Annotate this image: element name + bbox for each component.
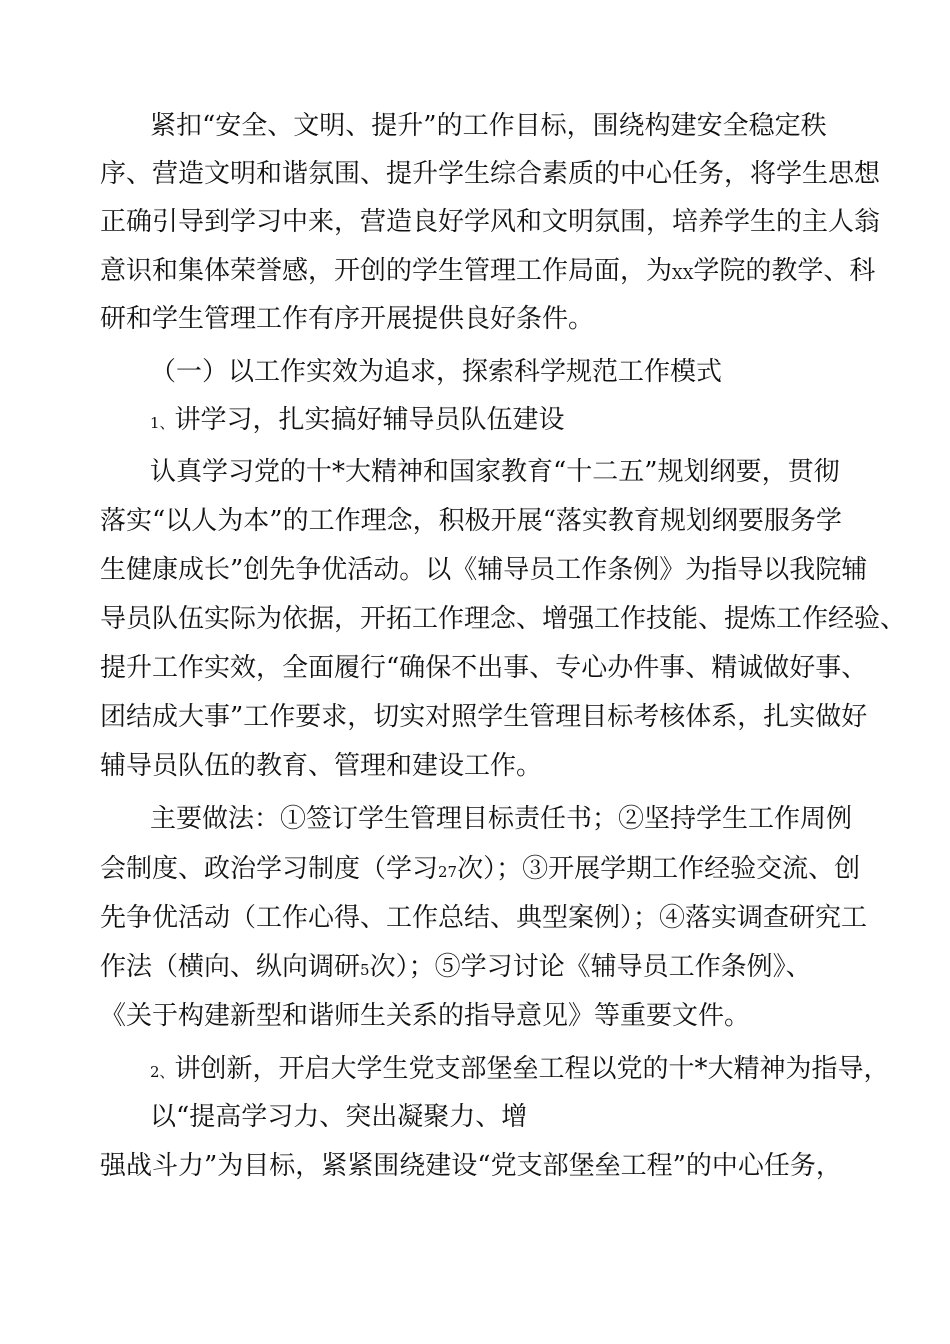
text-segment: 次）；③开展学期工作经验交流、创 <box>457 854 861 884</box>
text-line: 认真学习党的十*大精神和国家教育“十二五”规划纲要，贯彻 <box>150 457 840 487</box>
text-line <box>100 951 812 983</box>
study-count: 27 <box>438 863 458 881</box>
text-segment: 作法（横向、纵向调研 <box>100 952 361 982</box>
text-line: 主要做法：①签订学生管理目标责任书；②坚持学生工作周例 <box>150 804 853 834</box>
text-line: 序、营造文明和谐氛围、提升学生综合素质的中心任务，将学生思想 <box>100 159 881 189</box>
text-line: 先争优活动（工作心得、工作总结、典型案例）；④落实调查研究工 <box>100 903 868 933</box>
text-segment: 会制度、政治学习制度（学习 <box>100 854 439 884</box>
item-number: 1、 <box>150 414 175 432</box>
text-segment: 讲学习，扎实搞好辅导员队伍建设 <box>174 405 565 435</box>
text-line: 以“提高学习力、突出凝聚力、增 <box>150 1102 528 1132</box>
text-segment: 讲创新，开启大学生党支部堡垒工程以党的十*大精神为指导， <box>174 1054 890 1084</box>
item-number: 2、 <box>150 1063 175 1081</box>
text-line: 正确引导到学习中来，营造良好学风和文明氛围，培养学生的主人翁 <box>100 207 881 237</box>
text-line <box>100 255 875 287</box>
text-segment: 次）；⑤学习讨论《辅导员工作条例》、 <box>369 952 812 982</box>
text-line: 导员队伍实际为依据，开拓工作理念、增强工作技能、提炼工作经验、 <box>100 604 907 634</box>
text-segment: 学院的教学、科 <box>693 256 876 286</box>
text-line: 团结成大事”工作要求，切实对照学生管理目标考核体系，扎实做好 <box>100 702 868 732</box>
research-count: 5 <box>360 961 370 979</box>
text-line: 落实“以人为本”的工作理念，积极开展“落实教育规划纲要服务学 <box>100 506 842 536</box>
subsection-heading <box>150 1053 890 1085</box>
placeholder-xx: XX <box>672 265 694 283</box>
section-heading: （一）以工作实效为追求，探索科学规范工作模式 <box>150 357 723 387</box>
text-line: 提升工作实效，全面履行“确保不出事、专心办件事、精诚做好事、 <box>100 653 868 683</box>
text-line: 研和学生管理工作有序开展提供良好条件。 <box>100 304 595 334</box>
text-line: 紧扣“安全、文明、提升”的工作目标，围绕构建安全稳定秩 <box>150 111 827 141</box>
text-line: 强战斗力”为目标，紧紧围绕建设“党支部堡垒工程”的中心任务， <box>100 1151 842 1181</box>
text-segment: 意识和集体荣誉感，开创的学生管理工作局面，为 <box>100 256 673 286</box>
text-line <box>100 853 860 885</box>
subsection-heading <box>150 404 565 436</box>
text-line: 《关于构建新型和谐师生关系的指导意见》等重要文件。 <box>100 1001 751 1031</box>
text-line: 生健康成长”创先争优活动。以《辅导员工作条例》为指导以我院辅 <box>100 555 868 585</box>
text-line: 辅导员队伍的教育、管理和建设工作。 <box>100 751 543 781</box>
